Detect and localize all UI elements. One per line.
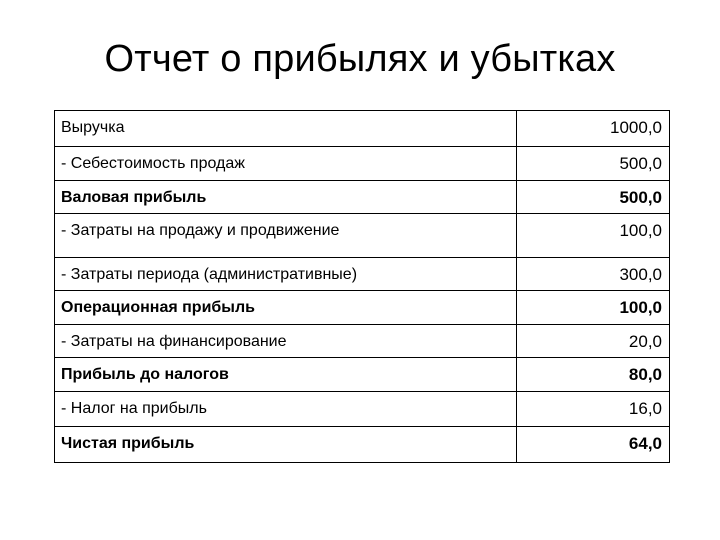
row-label: Чистая прибыль (55, 427, 517, 463)
row-label: - Себестоимость продаж (55, 147, 517, 181)
table-row-cost-of-sales (55, 147, 670, 181)
table-row-income-tax (55, 392, 670, 427)
row-value: 16,0 (517, 392, 670, 427)
row-label: - Затраты на финансирование (55, 325, 517, 358)
row-value: 100,0 (517, 291, 670, 325)
slide-title: Отчет о прибылях и убытках (104, 38, 616, 80)
row-value: 1000,0 (517, 111, 670, 147)
table-row-selling-expenses (55, 214, 670, 258)
profit-loss-table (54, 110, 670, 463)
row-label: Выручка (55, 111, 517, 147)
row-label: - Налог на прибыль (55, 392, 517, 427)
row-value: 80,0 (517, 358, 670, 392)
row-label: Валовая прибыль (55, 181, 517, 214)
table-row-admin-expenses (55, 258, 670, 291)
row-label: Операционная прибыль (55, 291, 517, 325)
row-value: 100,0 (517, 214, 670, 258)
row-value: 300,0 (517, 258, 670, 291)
row-label: Прибыль до налогов (55, 358, 517, 392)
table-row-profit-before-tax (55, 358, 670, 392)
row-label: - Затраты на продажу и продвижение (55, 214, 517, 258)
row-value: 500,0 (517, 181, 670, 214)
row-label: - Затраты периода (административные) (55, 258, 517, 291)
table-row-financing-costs (55, 325, 670, 358)
row-value: 20,0 (517, 325, 670, 358)
table-row-revenue (55, 111, 670, 147)
table-row-operating-profit (55, 291, 670, 325)
row-value: 500,0 (517, 147, 670, 181)
row-value: 64,0 (517, 427, 670, 463)
table-row-gross-profit (55, 181, 670, 214)
table-row-net-profit (55, 427, 670, 463)
